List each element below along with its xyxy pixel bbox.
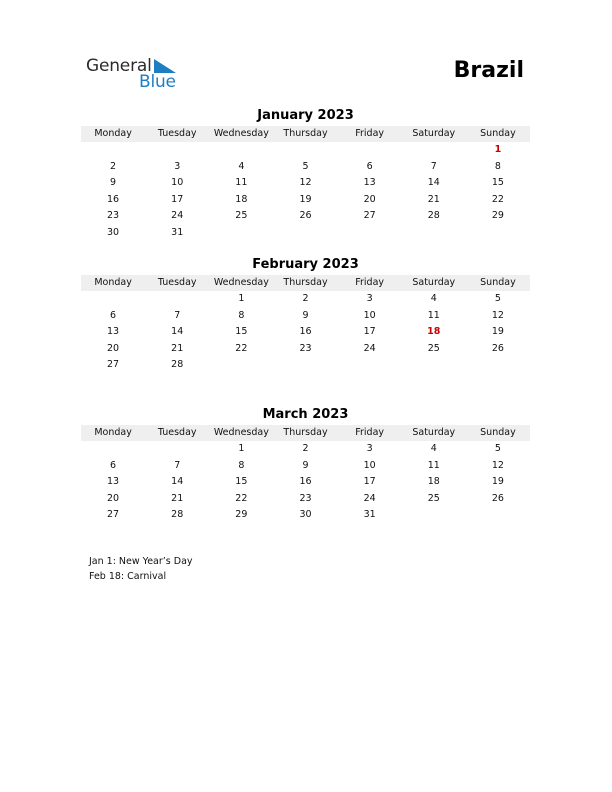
calendar-date: 23	[299, 342, 312, 354]
calendar-date: 6	[110, 309, 117, 321]
calendar-date: 25	[427, 342, 440, 354]
weekday-label: Sunday	[480, 277, 516, 288]
week-row	[81, 491, 530, 508]
calendar-date: 21	[171, 492, 184, 504]
calendar-date: 27	[363, 210, 376, 222]
weekday-label: Saturday	[412, 128, 456, 139]
calendar-date: 2	[302, 443, 309, 454]
weekday-label: Monday	[94, 277, 132, 288]
week-row	[81, 357, 530, 374]
calendar-date: 2	[110, 160, 117, 172]
holiday-notes	[89, 555, 193, 584]
month-february	[81, 256, 530, 374]
weekday-label: Friday	[355, 277, 385, 288]
empty-date	[81, 291, 145, 308]
calendar-date: 5	[302, 160, 309, 172]
empty-date	[466, 225, 530, 242]
month-title: February 2023	[252, 257, 359, 272]
calendar-date: 10	[363, 309, 376, 321]
empty-date	[145, 291, 209, 308]
calendar-date: 27	[107, 509, 120, 521]
week-row	[81, 291, 530, 308]
logo	[86, 56, 186, 92]
weekday-label: Tuesday	[157, 427, 197, 438]
weekday-header	[81, 126, 530, 142]
month-title: March 2023	[262, 407, 349, 422]
week-row	[81, 142, 530, 159]
calendar-date: 30	[299, 509, 312, 521]
calendar-date: 12	[491, 459, 504, 471]
calendar-date: 5	[494, 293, 501, 304]
calendar-date: 13	[363, 177, 376, 189]
calendar-date: 7	[174, 309, 181, 321]
calendar-date: 14	[171, 326, 184, 338]
weekday-label: Wednesday	[213, 128, 269, 139]
week-row	[81, 474, 530, 491]
calendar-date: 3	[174, 160, 181, 172]
weekday-label: Friday	[355, 128, 385, 139]
empty-date	[338, 357, 402, 374]
calendar-date: 4	[430, 443, 437, 454]
calendar-date: 26	[299, 210, 312, 222]
calendar-date: 4	[238, 160, 245, 172]
calendar-date: 2	[302, 293, 309, 304]
calendar-date: 26	[491, 342, 504, 354]
calendar-date: 22	[235, 342, 248, 354]
weekday-label: Saturday	[412, 427, 456, 438]
calendar-date: 20	[107, 342, 120, 354]
weekday-label: Thursday	[283, 277, 328, 288]
empty-date	[338, 225, 402, 242]
calendar-date: 12	[491, 309, 504, 321]
empty-date	[273, 142, 337, 159]
calendar-date: 18	[427, 476, 440, 488]
weekday-header	[81, 425, 530, 441]
calendar-date: 3	[366, 293, 373, 304]
logo-triangle-icon	[154, 59, 176, 73]
calendar-date: 31	[363, 509, 376, 521]
calendar-date: 15	[491, 177, 504, 189]
week-row	[81, 458, 530, 475]
empty-date	[466, 507, 530, 524]
calendar-date: 11	[235, 177, 248, 189]
calendar-date: 3	[366, 443, 373, 454]
calendar-date: 24	[171, 210, 184, 222]
calendar-date: 1	[238, 293, 245, 304]
calendar-date: 12	[299, 177, 312, 189]
weekday-label: Monday	[94, 427, 132, 438]
empty-date	[209, 357, 273, 374]
calendar-date: 8	[238, 459, 245, 471]
calendar-date: 22	[235, 492, 248, 504]
calendar-date: 11	[427, 309, 440, 321]
month-march	[81, 406, 530, 524]
empty-date	[273, 225, 337, 242]
calendar-date: 9	[302, 459, 309, 471]
weekday-label: Thursday	[283, 427, 328, 438]
calendar-date: 25	[427, 492, 440, 504]
week-row	[81, 324, 530, 341]
empty-date	[402, 507, 466, 524]
week-row	[81, 159, 530, 176]
holiday-date: 1	[494, 144, 502, 155]
calendar-date: 16	[299, 326, 312, 338]
weekday-label: Wednesday	[213, 427, 269, 438]
weekday-header	[81, 275, 530, 291]
calendar-date: 25	[235, 210, 248, 222]
empty-date	[81, 441, 145, 458]
calendar-date: 22	[491, 193, 504, 205]
week-row	[81, 308, 530, 325]
empty-date	[81, 142, 145, 159]
calendar-date: 15	[235, 326, 248, 338]
calendar-date: 14	[171, 476, 184, 488]
empty-date	[145, 441, 209, 458]
calendar-date: 31	[171, 226, 184, 238]
calendar-date: 19	[491, 476, 504, 488]
week-row	[81, 441, 530, 458]
calendar-date: 11	[427, 459, 440, 471]
calendar-date: 28	[171, 509, 184, 521]
calendar-date: 6	[110, 459, 117, 471]
calendar-date: 24	[363, 492, 376, 504]
empty-date	[402, 225, 466, 242]
logo-text-blue: Blue	[139, 72, 176, 92]
week-row	[81, 507, 530, 524]
country-title: Brazil	[453, 58, 524, 83]
calendar-date: 26	[491, 492, 504, 504]
calendar-date: 18	[235, 193, 248, 205]
month-title: January 2023	[257, 108, 354, 123]
weekday-label: Monday	[94, 128, 132, 139]
calendar-date: 29	[235, 509, 248, 521]
calendar-date: 15	[235, 476, 248, 488]
weekday-label: Wednesday	[213, 277, 269, 288]
calendar-date: 8	[494, 160, 501, 172]
calendar-date: 13	[107, 326, 120, 338]
calendar-date: 23	[107, 210, 120, 222]
calendar-date: 9	[110, 177, 117, 189]
holiday-date: 18	[427, 326, 441, 338]
calendar-date: 14	[427, 177, 440, 189]
calendar-date: 19	[299, 193, 312, 205]
weekday-label: Tuesday	[157, 128, 197, 139]
calendar-date: 13	[107, 476, 120, 488]
calendar-date: 16	[107, 193, 120, 205]
calendar-date: 6	[366, 160, 373, 172]
calendar-date: 16	[299, 476, 312, 488]
logo-text-general: General	[86, 56, 152, 76]
calendar-date: 20	[363, 193, 376, 205]
calendar-date: 9	[302, 309, 309, 321]
calendar-date: 17	[363, 326, 376, 338]
weekday-label: Sunday	[480, 128, 516, 139]
empty-date	[402, 357, 466, 374]
calendar-date: 20	[107, 492, 120, 504]
calendar-date: 4	[430, 293, 437, 304]
calendar-date: 7	[430, 160, 437, 172]
week-row	[81, 192, 530, 209]
empty-date	[466, 357, 530, 374]
week-row	[81, 208, 530, 225]
holiday-note: Feb 18: Carnival	[89, 570, 167, 582]
calendar-date: 27	[107, 359, 120, 371]
calendar-date: 10	[171, 177, 184, 189]
calendar-date: 29	[491, 210, 504, 222]
empty-date	[209, 142, 273, 159]
calendar-date: 17	[363, 476, 376, 488]
month-january	[81, 107, 530, 242]
weekday-label: Thursday	[283, 128, 328, 139]
empty-date	[273, 357, 337, 374]
week-row	[81, 175, 530, 192]
calendar-date: 28	[427, 210, 440, 222]
calendar-date: 24	[363, 342, 376, 354]
weekday-label: Tuesday	[157, 277, 197, 288]
calendar-date: 5	[494, 443, 501, 454]
calendar-date: 21	[427, 193, 440, 205]
calendar-date: 10	[363, 459, 376, 471]
holiday-note: Jan 1: New Year’s Day	[89, 556, 193, 567]
calendar-date: 28	[171, 359, 184, 371]
weekday-label: Friday	[355, 427, 385, 438]
calendar-date: 19	[491, 326, 504, 338]
calendar-date: 8	[238, 309, 245, 321]
week-row	[81, 225, 530, 242]
empty-date	[338, 142, 402, 159]
calendar-date: 17	[171, 193, 184, 205]
calendar-date: 1	[238, 443, 245, 454]
weekday-label: Sunday	[480, 427, 516, 438]
empty-date	[209, 225, 273, 242]
calendar-date: 30	[107, 226, 120, 238]
week-row	[81, 341, 530, 358]
calendar-date: 21	[171, 342, 184, 354]
empty-date	[145, 142, 209, 159]
weekday-label: Saturday	[412, 277, 456, 288]
calendar-date: 7	[174, 459, 181, 471]
calendar-date: 23	[299, 492, 312, 504]
empty-date	[402, 142, 466, 159]
